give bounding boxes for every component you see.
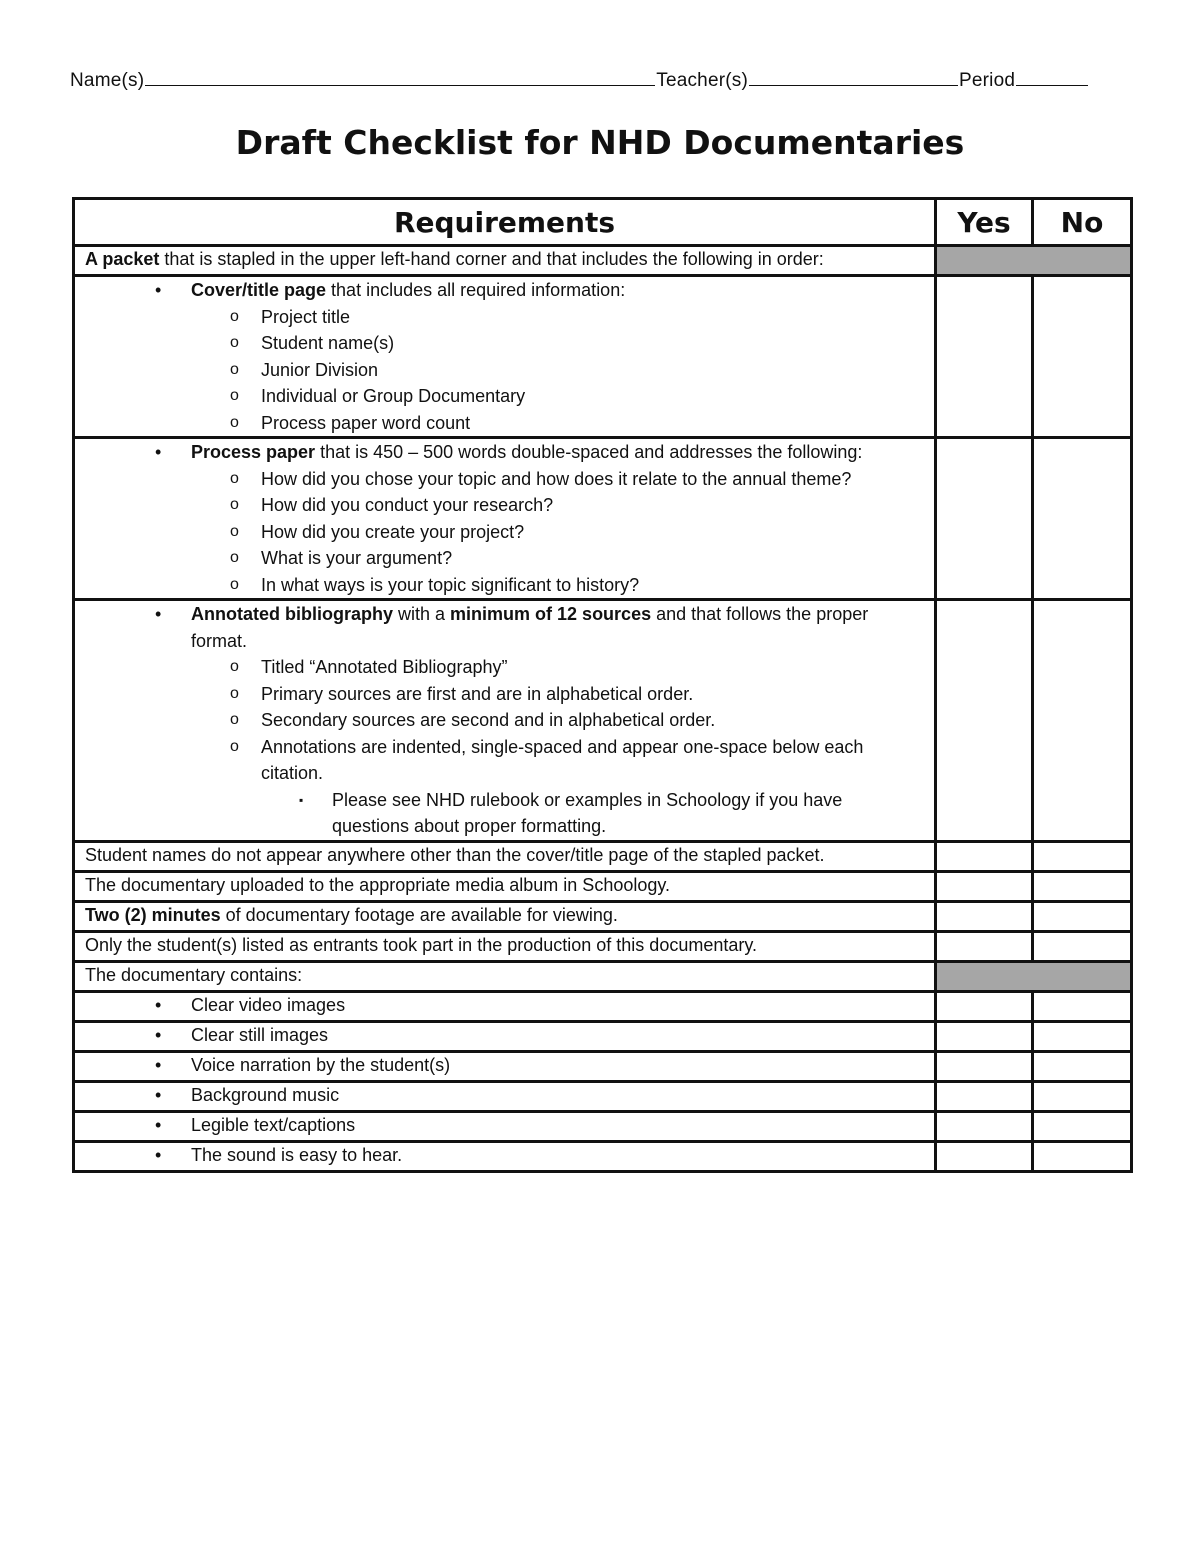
circle-mark: o xyxy=(230,522,239,540)
cover-item: Junior Division xyxy=(261,359,379,380)
circle-mark: o xyxy=(230,658,239,675)
cover-item: Process paper word count xyxy=(261,412,471,433)
minutes-row xyxy=(74,901,1132,931)
cover-cell xyxy=(74,276,936,438)
biblio-item-cont: citation. xyxy=(261,763,324,783)
table-header-row xyxy=(74,199,1132,246)
contains-item-row xyxy=(74,1141,1132,1171)
biblio-mid: with a xyxy=(393,604,451,624)
circle-mark: o xyxy=(230,360,239,378)
yes-checkbox-cell[interactable] xyxy=(936,871,1033,901)
no-checkbox-cell[interactable] xyxy=(1033,841,1132,871)
bullet-mark: • xyxy=(155,442,162,462)
bullet-mark: • xyxy=(155,280,162,300)
biblio-row xyxy=(74,600,1132,842)
page-title: Draft Checklist for NHD Documentaries xyxy=(235,123,965,162)
biblio-cell xyxy=(74,600,936,842)
cover-row xyxy=(74,276,1132,438)
no-checkbox-cell[interactable] xyxy=(1033,931,1132,961)
yes-checkbox-cell[interactable] xyxy=(936,276,1033,438)
period-label: Period xyxy=(959,70,1016,91)
circle-mark: o xyxy=(230,496,239,513)
cover-item: Student name(s) xyxy=(261,333,395,353)
circle-mark: o xyxy=(230,307,239,325)
col-requirements: Requirements xyxy=(74,199,936,246)
header-line xyxy=(70,70,1122,92)
process-item: How did you chose your topic and how does it relate to the annual theme? xyxy=(261,468,852,489)
contains-item: The sound is easy to hear. xyxy=(191,1144,403,1165)
yes-checkbox-cell[interactable] xyxy=(936,931,1033,961)
contains-item: Voice narration by the student(s) xyxy=(191,1054,451,1075)
minutes-bold: Two (2) minutes xyxy=(85,904,221,925)
packet-shaded-cell xyxy=(936,246,1132,276)
packet-rest: that is stapled in the upper left-hand corner and that includes the following in order: xyxy=(159,249,824,269)
bullet-mark: • xyxy=(155,1114,162,1135)
biblio-cont: format. xyxy=(191,630,248,651)
circle-mark: o xyxy=(230,334,239,351)
uploaded-row xyxy=(74,871,1132,901)
process-bold: Process paper xyxy=(191,442,316,462)
checklist-table xyxy=(72,197,1133,1173)
yes-checkbox-cell[interactable] xyxy=(936,600,1033,842)
col-yes: Yes xyxy=(936,199,1033,246)
teacher-label: Teacher(s) xyxy=(656,70,748,91)
process-row xyxy=(74,438,1132,600)
col-no: No xyxy=(1033,199,1132,246)
circle-mark: o xyxy=(230,737,239,755)
biblio-subitem-cont: questions about proper formatting. xyxy=(332,816,607,836)
contains-item-row xyxy=(74,1021,1132,1051)
contains-item-row xyxy=(74,1111,1132,1141)
teacher-blank[interactable] xyxy=(749,84,958,86)
process-item: What is your argument? xyxy=(261,548,453,568)
square-mark: ▪ xyxy=(299,792,304,807)
circle-mark: o xyxy=(230,469,239,487)
contains-item: Legible text/captions xyxy=(191,1114,356,1135)
no-checkbox-cell[interactable] xyxy=(1033,600,1132,842)
cover-bold: Cover/title page xyxy=(191,280,327,300)
biblio-item: Secondary sources are second and in alphabetical order. xyxy=(261,710,716,730)
bullet-mark: • xyxy=(155,604,162,624)
biblio-subitem: Please see NHD rulebook or examples in Schoology if you have xyxy=(332,789,843,810)
contains-shaded-cell xyxy=(936,961,1132,991)
process-rest: that is 450 – 500 words double-spaced and addresses the following: xyxy=(315,442,863,462)
contains-item-row xyxy=(74,1051,1132,1081)
contains-item: Clear still images xyxy=(191,1024,329,1045)
circle-mark: o xyxy=(230,684,239,702)
no-checkbox-cell[interactable] xyxy=(1033,1081,1132,1111)
name-label: Name(s) xyxy=(70,70,145,91)
contains-text: The documentary contains: xyxy=(85,964,303,985)
contains-item: Clear video images xyxy=(191,994,346,1015)
no-checkbox-cell[interactable] xyxy=(1033,1111,1132,1141)
process-item: In what ways is your topic significant to history? xyxy=(261,574,640,595)
uploaded-text: The documentary uploaded to the appropriate media album in Schoology. xyxy=(85,874,671,895)
no-checkbox-cell[interactable] xyxy=(1033,1051,1132,1081)
minutes-rest: of documentary footage are available for viewing. xyxy=(220,904,618,925)
cover-item: Project title xyxy=(261,306,351,327)
no-checkbox-cell[interactable] xyxy=(1033,871,1132,901)
process-cell xyxy=(74,438,936,600)
circle-mark: o xyxy=(230,575,239,593)
circle-mark: o xyxy=(230,413,239,431)
bullet-mark: • xyxy=(155,1084,162,1105)
biblio-item: Annotations are indented, single-spaced and appear one-space below each xyxy=(261,736,864,757)
names-text: Student names do not appear anywhere other than the cover/title page of the stapled packet. xyxy=(85,844,825,865)
only-row xyxy=(74,931,1132,961)
no-checkbox-cell[interactable] xyxy=(1033,991,1132,1021)
cover-rest: that includes all required information: xyxy=(326,280,626,300)
yes-checkbox-cell[interactable] xyxy=(936,1111,1033,1141)
no-checkbox-cell[interactable] xyxy=(1033,1141,1132,1171)
names-row xyxy=(74,841,1132,871)
biblio-item: Primary sources are first and are in alphabetical order. xyxy=(261,683,694,704)
no-checkbox-cell[interactable] xyxy=(1033,901,1132,931)
biblio-item: Titled “Annotated Bibliography” xyxy=(261,657,508,677)
packet-bold: A packet xyxy=(85,249,160,269)
yes-checkbox-cell[interactable] xyxy=(936,1081,1033,1111)
no-checkbox-cell[interactable] xyxy=(1033,438,1132,600)
cover-item: Individual or Group Documentary xyxy=(261,386,526,406)
contains-row xyxy=(74,961,1132,991)
biblio-rest: and that follows the proper xyxy=(651,604,869,624)
bullet-mark: • xyxy=(155,1144,162,1165)
yes-checkbox-cell[interactable] xyxy=(936,1051,1033,1081)
circle-mark: o xyxy=(230,387,239,404)
yes-checkbox-cell[interactable] xyxy=(936,841,1033,871)
only-text: Only the student(s) listed as entrants took part in the production of this documentary. xyxy=(85,934,758,955)
bullet-mark: • xyxy=(155,1024,162,1045)
yes-checkbox-cell[interactable] xyxy=(936,438,1033,600)
circle-mark: o xyxy=(230,549,239,566)
packet-cell xyxy=(74,246,936,276)
no-checkbox-cell[interactable] xyxy=(1033,1021,1132,1051)
process-item: How did you create your project? xyxy=(261,521,525,542)
contains-item: Background music xyxy=(191,1084,340,1105)
circle-mark: o xyxy=(230,711,239,728)
contains-item-row xyxy=(74,991,1132,1021)
name-blank[interactable] xyxy=(145,84,655,86)
yes-checkbox-cell[interactable] xyxy=(936,991,1033,1021)
biblio-bold1: Annotated bibliography xyxy=(191,604,393,624)
yes-checkbox-cell[interactable] xyxy=(936,901,1033,931)
yes-checkbox-cell[interactable] xyxy=(936,1141,1033,1171)
period-blank[interactable] xyxy=(1016,84,1088,86)
process-item: How did you conduct your research? xyxy=(261,495,554,515)
no-checkbox-cell[interactable] xyxy=(1033,276,1132,438)
yes-checkbox-cell[interactable] xyxy=(936,1021,1033,1051)
contains-item-row xyxy=(74,1081,1132,1111)
bullet-mark: • xyxy=(155,994,162,1015)
bullet-mark: • xyxy=(155,1054,162,1075)
biblio-bold2: minimum of 12 sources xyxy=(450,604,652,624)
packet-row xyxy=(74,246,1132,276)
